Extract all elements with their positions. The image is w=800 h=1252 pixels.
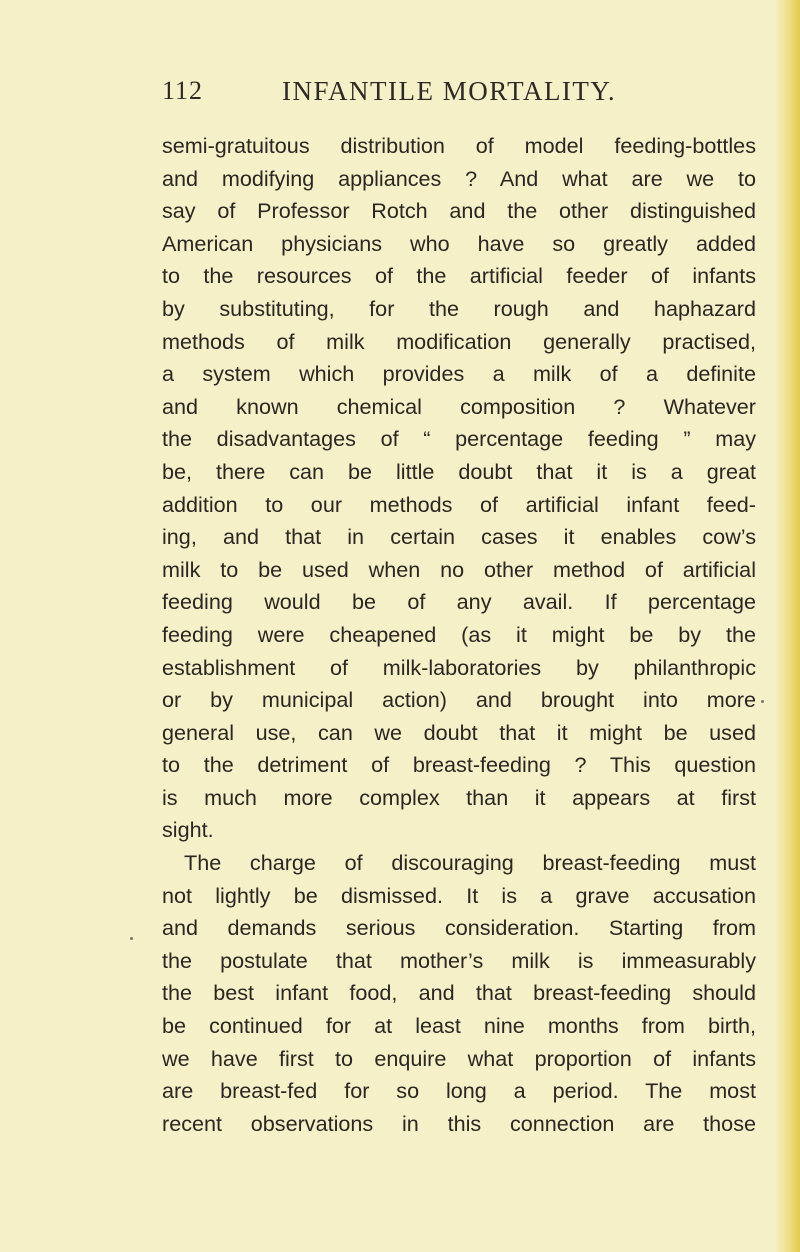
page-edge xyxy=(774,0,800,1252)
text-line: be, there can be little doubt that it is a great xyxy=(162,458,756,484)
text-line: American physicians who have so greatly added xyxy=(162,230,756,256)
text-line: feeding were cheapened (as it might be by the xyxy=(162,621,756,647)
running-title: INFANTILE MORTALITY. xyxy=(282,76,617,106)
text-line: and modifying appliances ? And what are we to xyxy=(162,165,756,191)
text-line: methods of milk modification generally practised, xyxy=(162,328,756,354)
margin-mark xyxy=(761,700,764,703)
text-line: recent observations in this connection are those xyxy=(162,1110,756,1136)
text-line: are breast-fed for so long a period. The most xyxy=(162,1078,756,1104)
text-line: The charge of discouraging breast-feeding must xyxy=(184,850,756,876)
text-line: to the detriment of breast-feeding ? This question xyxy=(162,752,756,778)
page-number: 112 xyxy=(162,76,204,105)
text-line: semi-gratuitous distribution of model feeding-bottles xyxy=(162,133,756,158)
text-line: say of Professor Rotch and the other distinguished xyxy=(162,198,756,224)
text-line: addition to our methods of artificial infant feed- xyxy=(162,491,756,517)
text-line: and known chemical composition ? Whatever xyxy=(162,393,756,419)
text-line: be continued for at least nine months from birth, xyxy=(162,1013,756,1039)
body-text xyxy=(162,130,756,1140)
text-line: the disadvantages of “ percentage feeding ” may xyxy=(162,426,756,452)
text-line: establishment of milk-laboratories by philanthropic xyxy=(162,654,756,680)
text-line: milk to be used when no other method of artificial xyxy=(162,556,756,582)
text-line: to the resources of the artificial feeder of infants xyxy=(162,263,756,289)
text-line: by substituting, for the rough and haphazard xyxy=(162,295,756,321)
margin-mark xyxy=(130,937,133,940)
text-line: is much more complex than it appears at first xyxy=(162,784,756,810)
paragraph-1 xyxy=(162,130,756,847)
text-line: ing, and that in certain cases it enables cow’s xyxy=(162,524,756,550)
paragraph-2 xyxy=(162,847,756,1140)
text-line: a system which provides a milk of a definite xyxy=(162,361,756,387)
page-header xyxy=(162,76,762,116)
text-line: the best infant food, and that breast-feeding should xyxy=(162,980,756,1006)
text-line: not lightly be dismissed. It is a grave accusation xyxy=(162,882,756,908)
text-line: we have first to enquire what proportion of infants xyxy=(162,1045,756,1071)
text-line: and demands serious consideration. Starting from xyxy=(162,915,756,941)
text-line: or by municipal action) and brought into more xyxy=(162,687,756,713)
text-line: the postulate that mother’s milk is immeasurably xyxy=(162,947,756,973)
text-line: sight. xyxy=(162,817,214,843)
text-line: general use, can we doubt that it might be used xyxy=(162,719,756,745)
text-line: feeding would be of any avail. If percentage xyxy=(162,589,756,615)
